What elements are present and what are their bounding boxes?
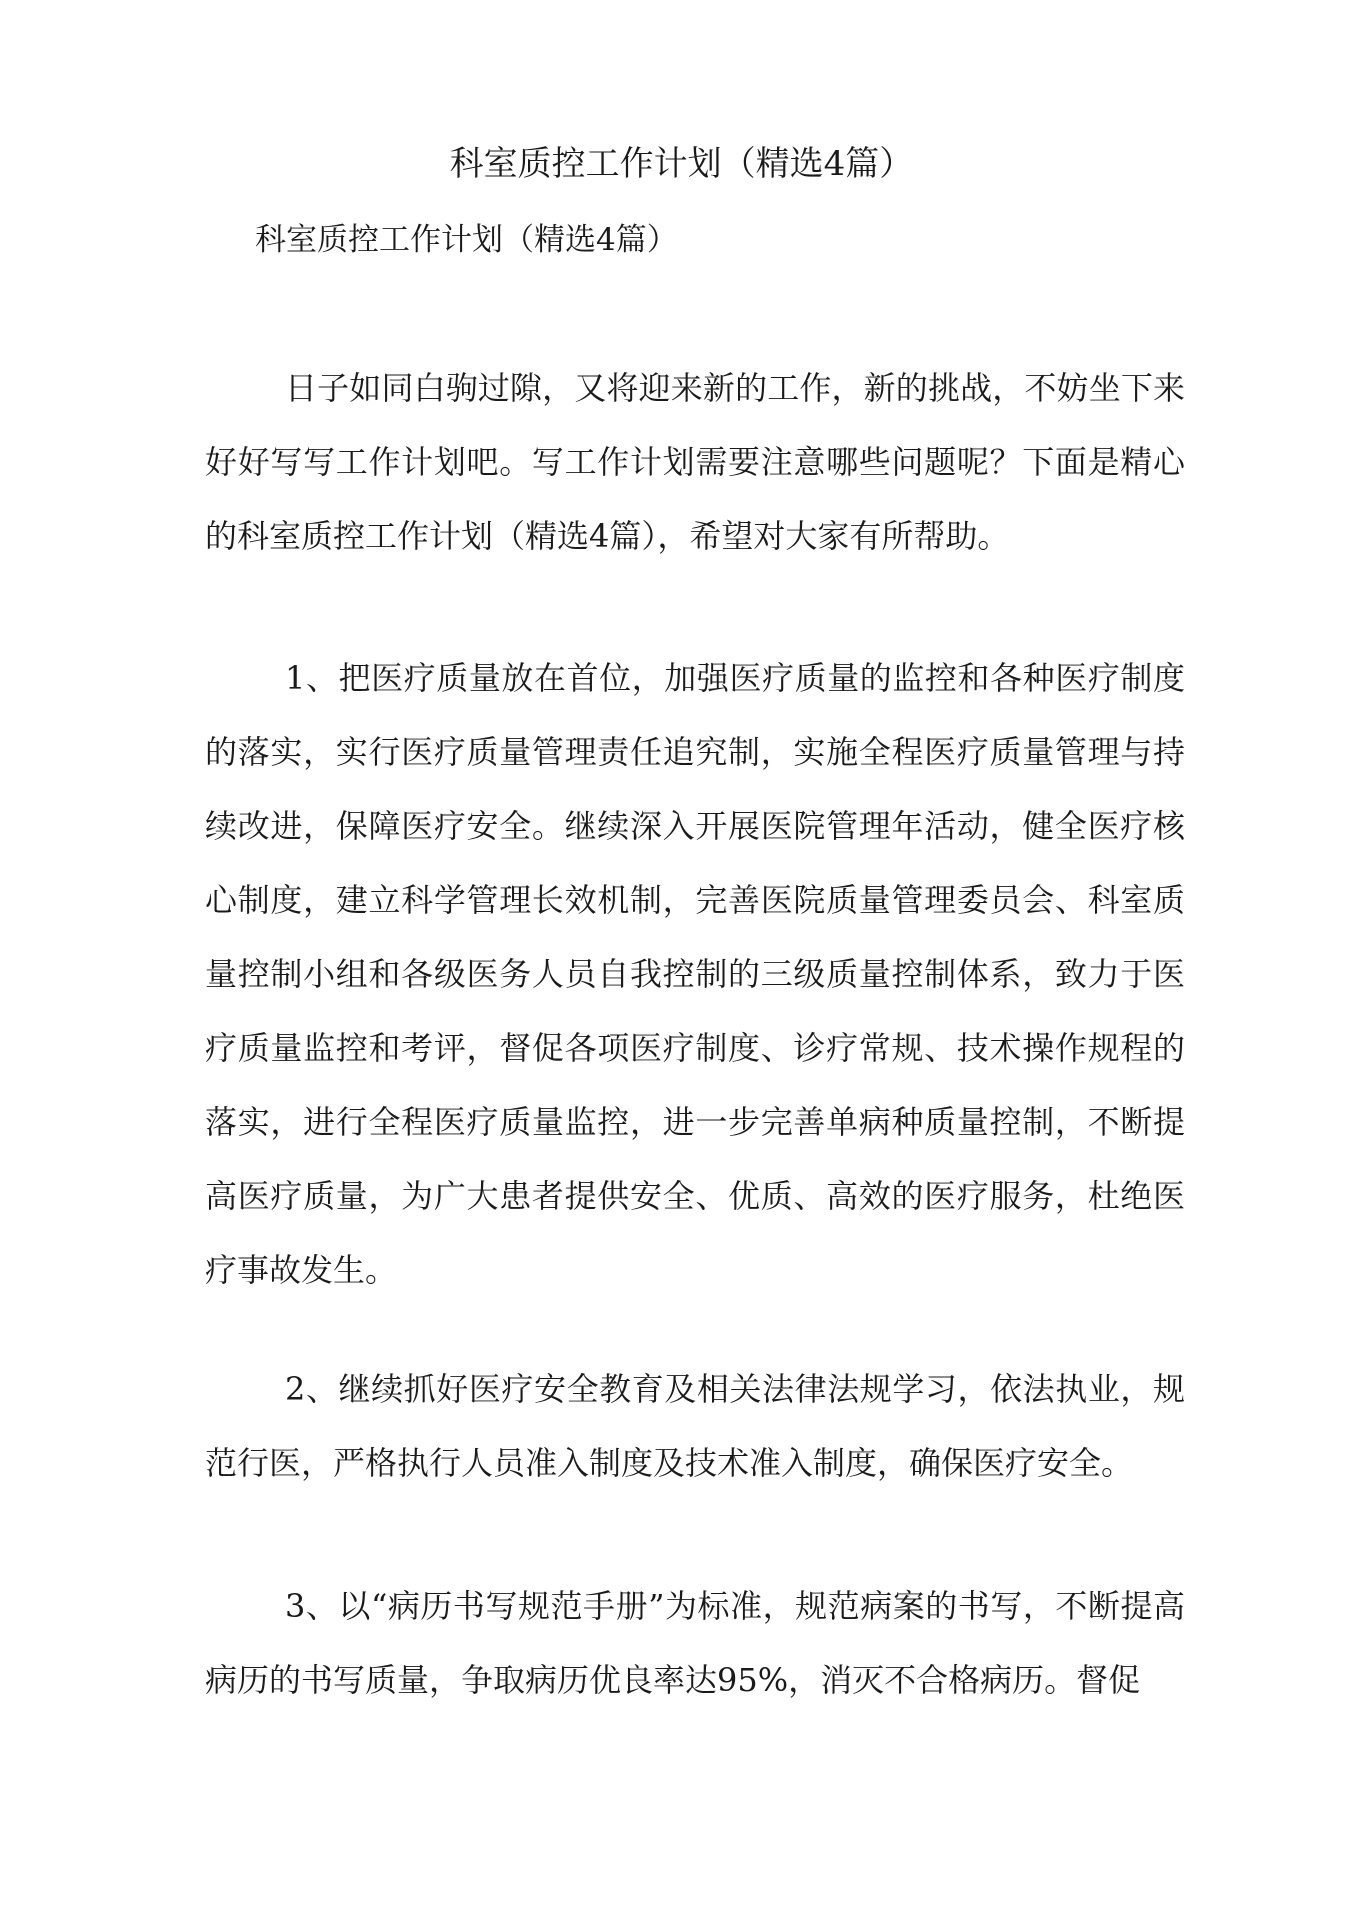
paragraph-item-3: 3、以“病历书写规范手册”为标准，规范病案的书写，不断提高病历的书写质量，争取病历优良率达95%，消灭不合格病历。督促 — [205, 1587, 1185, 1699]
paragraph-item-1: 1、把医疗质量放在首位，加强医疗质量的监控和各种医疗制度的落实，实行医疗质量管理责任追究制，实施全程医疗质量管理与持续改进，保障医疗安全。继续深入开展医院管理年活动，健全医疗核心制度，建立科学管理长效机制，完善医院质量管理委员会、科室质量控制小组和各级医务人员自我控制的三级质量控制体系，致力于医疗质量监控和考评，督促各项医疗制度、诊疗常规、技术操作规程的落实，进行全程医疗质量监控，进一步完善单病种质量控制，不断提高医疗质量，为广大患者提供安全、优质、高效的医疗服务，杜绝医疗事故发生。 — [205, 659, 1185, 1289]
document-title: 科室质控工作计划（精选4篇） — [449, 144, 914, 184]
document-subtitle: 科室质控工作计划（精选4篇） — [255, 222, 678, 258]
intro-paragraph: 日子如同白驹过隙，又将迎来新的工作，新的挑战，不妨坐下来好好写写工作计划吧。写工作计划需要注意哪些问题呢？下面是精心的科室质控工作计划（精选4篇），希望对大家有所帮助。 — [205, 369, 1185, 555]
paragraph-item-2: 2、继续抓好医疗安全教育及相关法律法规学习，依法执业，规范行医，严格执行人员准入制度及技术准入制度，确保医疗安全。 — [205, 1370, 1185, 1482]
